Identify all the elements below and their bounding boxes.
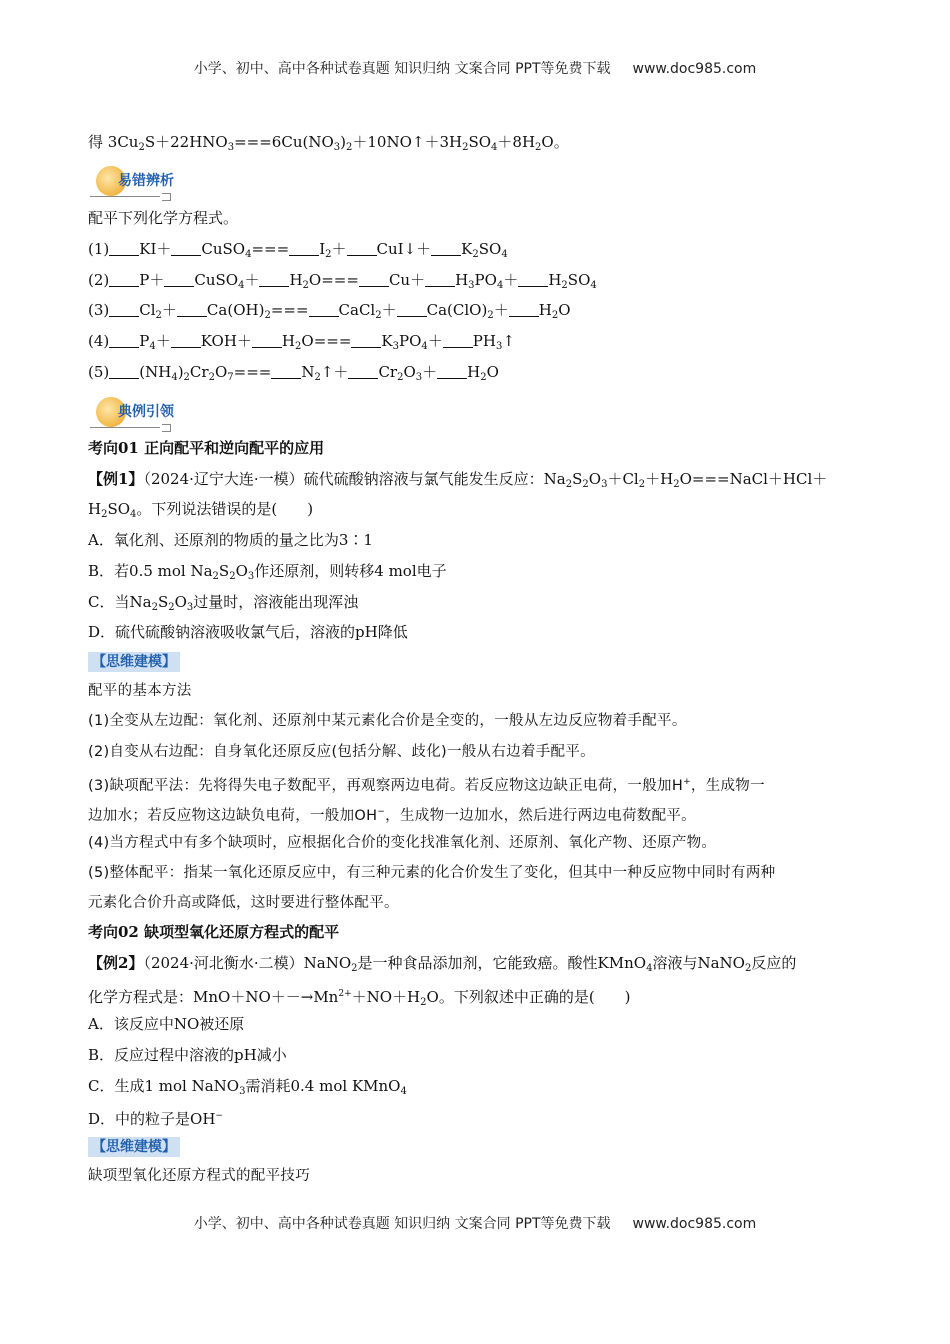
model-tag-2: 【思维建模】: [88, 1137, 180, 1157]
model1-line3: (3)缺项配平法：先将得失电子数配平，再观察两边电荷。若反应物这边缺正电荷，一般加H+，生成物一: [88, 777, 765, 794]
ex1-option-a: A．氧化剂、还原剂的物质的量之比为3∶1: [88, 531, 373, 549]
kx1-title: 考向01 正向配平和逆向配平的应用: [88, 439, 325, 457]
eq-1: (1) KI＋ CuSO$_4$=== $I_2+$ CuI↓＋ $K_2SO_4$: [88, 240, 508, 260]
eq-5: (5) $(NH_4)_2Cr_2O_7===$ $N_2↑+ Cr_2O_3+ H_2O$: [88, 363, 499, 383]
ex2-option-a: A．该反应中NO被还原: [88, 1015, 245, 1033]
model1-line2: (2)自变从右边配：自身氧化还原反应(包括分解、歧化)一般从右边着手配平。: [88, 744, 595, 760]
kx2-title: 考向02 缺项型氧化还原方程式的配平: [88, 923, 340, 941]
ex2-equation: 化学方程式是：$MnO+NO+-\to Mn^{2+}+NO+H_2O$。下列叙述中正确的是( ): [88, 988, 631, 1008]
model1-line6: (5)整体配平：指某一氧化还原反应中，有三种元素的化合价发生了变化，但其中一种反应物中同时有两种: [88, 865, 776, 881]
model2-title: 缺项型氧化还原方程式的配平技巧: [88, 1168, 310, 1184]
ex1-stem: 【例1】（2024·辽宁大连·一模）硫代硫酸钠溶液与氯气能发生反应：$Na_2S_2O_3+Cl_2+H_2O===NaCl+HCl+$: [88, 470, 828, 490]
ex2-option-d: D．中的粒子是OH−: [88, 1110, 223, 1128]
ex2-option-b: B．反应过程中溶液的pH减小: [88, 1046, 287, 1064]
ex2-stem: 【例2】（2024·河北衡水·二模）NaNO$_2$是一种食品添加剂，它能致癌。酸性KMnO$_4$溶液与NaNO$_2$反应的: [88, 954, 797, 974]
ex1-option-d: D．硫代硫酸钠溶液吸收氯气后，溶液的pH降低: [88, 623, 408, 641]
ex1-option-b: B．若0.5 mol $Na_2S_2O_3$作还原剂，则转移4 mol电子: [88, 562, 447, 582]
model1-line5: (4)当方程式中有多个缺项时，应根据化合价的变化找准氧化剂、还原剂、氧化产物、还原产物。: [88, 835, 717, 851]
model1-line1: (1)全变从左边配：氧化剂、还原剂中某元素化合价是全变的，一般从左边反应物着手配平。: [88, 713, 687, 729]
model1-line4: 边加水；若反应物这边缺负电荷，一般加OH−，生成物一边加水，然后进行两边电荷数配平。: [88, 807, 696, 824]
model1-line7: 元素化合价升高或降低，这时要进行整体配平。: [88, 895, 399, 911]
model1-title: 配平的基本方法: [88, 683, 192, 699]
footer-site: www.doc985.com: [632, 1216, 757, 1232]
intro-equation: 得 $3Cu_2S+22HNO_3===6Cu(NO_3)_2+10NO↑+3H_2SO_4+8H_2O$。: [88, 133, 569, 153]
page-footer: 小学、初中、高中各种试卷真题 知识归纳 文案合同 PPT等免费下载 www.doc985.com: [193, 1216, 757, 1232]
ex1-stem-cont: $H_2SO_4$。下列说法错误的是( ): [88, 500, 314, 520]
ex1-option-c: C．当$Na_2S_2O_3$过量时，溶液能出现浑浊: [88, 593, 359, 613]
banner-typical-examples: 典例引领: [88, 393, 198, 433]
eq-2: (2) P＋ CuSO$_4$＋ $H_2O=== Cu+ H_3PO_4+ H_2SO_4$: [88, 271, 597, 291]
eq-4: (4) $P_4+ KOH+ H_2O=== K_3PO_4+$ $PH_3↑$: [88, 332, 515, 352]
header-site: www.doc985.com: [632, 61, 757, 77]
model-tag-1: 【思维建模】: [88, 652, 180, 672]
ex2-option-c: C．生成1 mol NaNO$_3$需消耗0.4 mol KMnO$_4$: [88, 1077, 407, 1097]
section1-title: 配平下列化学方程式。: [88, 209, 239, 227]
page-header: 小学、初中、高中各种试卷真题 知识归纳 文案合同 PPT等免费下载 www.doc985.com: [193, 61, 757, 77]
banner-error-analysis: 易错辨析: [88, 162, 198, 202]
eq-3: (3) $Cl_2+ Ca(OH)_2===$ CaCl$_2$＋ $Ca(ClO)_2+ H_2O$: [88, 301, 571, 321]
